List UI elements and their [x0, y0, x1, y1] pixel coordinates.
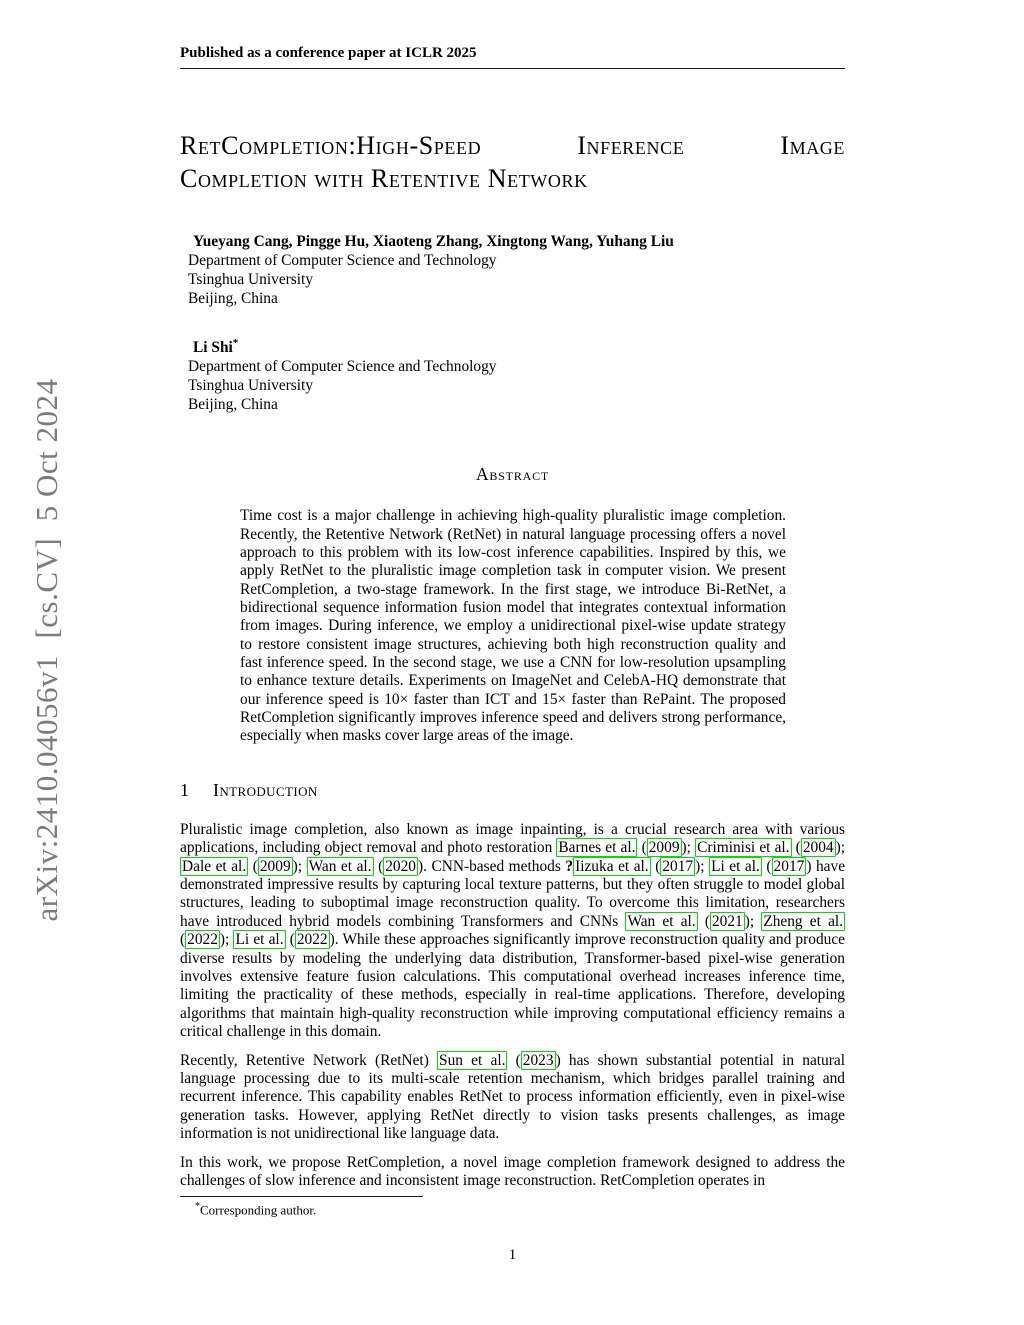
author-affiliation-city: Beijing, China: [188, 396, 278, 414]
footnote-corresponding-author: [180, 1201, 845, 1218]
author-names-text: Li Shi: [193, 339, 233, 357]
citation-link[interactable]: Iizuka et al.: [575, 857, 649, 875]
citation-link[interactable]: Wan et al.: [308, 857, 372, 875]
unresolved-reference-mark: ?: [565, 857, 574, 875]
section-heading-introduction: [180, 780, 845, 801]
footnote-text: Corresponding author.: [200, 1202, 317, 1218]
arxiv-watermark: arXiv:2410.04056v1 [cs.CV] 5 Oct 2024: [29, 378, 64, 922]
author-affiliation-university: Tsinghua University: [188, 271, 314, 289]
citation-link[interactable]: 2023: [522, 1051, 554, 1069]
author-affiliation-department: Department of Computer Science and Technology: [188, 358, 497, 376]
author-names: [188, 334, 845, 357]
citation-link[interactable]: Dale et al.: [182, 857, 247, 875]
page-number: 1: [508, 1246, 517, 1263]
author-block-1: [188, 228, 845, 308]
citation-link[interactable]: Sun et al.: [439, 1051, 506, 1069]
abstract-section: [180, 464, 845, 745]
author-block-2: [188, 334, 845, 414]
author-names-text: Yueyang Cang, Pingge Hu, Xiaoteng Zhang, Xingtong Wang, Yuhang Liu: [193, 233, 674, 251]
paper-title: [180, 129, 845, 195]
author-affiliation-department: Department of Computer Science and Technology: [188, 252, 497, 270]
citation-link[interactable]: Li et al.: [711, 857, 760, 875]
footnote-marker: *: [195, 1201, 200, 1213]
author-affiliation-city: Beijing, China: [188, 290, 278, 308]
running-header: [180, 45, 845, 69]
author-names: [188, 228, 845, 251]
author-affiliation-university: Tsinghua University: [188, 377, 314, 395]
citation-link[interactable]: Criminisi et al.: [697, 839, 790, 857]
citation-link[interactable]: Li et al.: [235, 931, 284, 949]
section-number: 1: [180, 779, 190, 800]
paper-title-line-1: RetCompletion:High-Speed Inference Image: [180, 131, 845, 160]
citation-link[interactable]: 2022: [187, 931, 218, 949]
citation-link[interactable]: 2022: [296, 931, 328, 949]
section-title: Introduction: [213, 779, 318, 800]
citation-link[interactable]: 2017: [662, 857, 694, 875]
citation-link[interactable]: 2004: [802, 839, 834, 857]
citation-link[interactable]: Barnes et al.: [558, 839, 636, 857]
corresponding-author-mark: *: [232, 337, 239, 350]
paper-content: [180, 0, 845, 1264]
citation-link[interactable]: Wan et al.: [627, 912, 696, 930]
citation-link[interactable]: Zheng et al.: [763, 912, 844, 930]
footnote-rule: [180, 1196, 423, 1197]
citation-link[interactable]: 2009: [648, 839, 680, 857]
abstract-text: Time cost is a major challenge in achieving high-quality pluralistic image completion. Recently, the Retentive Network (RetNet) in natural language processing offers a novel approach to this problem with its low-cost inference capabilities. Inspired by this, we apply RetNet to the pluralistic image completion task in computer vision. We present RetCompletion, a two-stage framework. In the first stage, we introduce Bi-RetNet, a bidirectional sequence information fusion model that integrates contextual information from images. During inference, we employ a unidirectional pixel-wise update strategy to restore consistent image structures, achieving both high reconstruction quality and fast inference speed. In the second stage, we use a CNN for low-resolution upsampling to enhance texture details. Experiments on ImageNet and CelebA-HQ demonstrate that our inference speed is 10× faster than ICT and 15× faster than RePaint. The proposed RetCompletion significantly improves inference speed and delivers strong performance, especially when masks cover large areas of the image.: [240, 507, 786, 745]
paper-title-line-2: Completion with Retentive Network: [180, 164, 588, 193]
citation-link[interactable]: 2021: [711, 912, 743, 930]
author-blocks: [180, 228, 845, 414]
abstract-heading: Abstract: [475, 464, 550, 485]
citation-link[interactable]: 2009: [259, 857, 291, 875]
running-header-text: Published as a conference paper at ICLR 2025: [180, 45, 477, 61]
intro-paragraph-1: Pluralistic image completion, also known as image inpainting, is a crucial research area with various applications, including object removal and photo restoration Barnes et al. ( 2009 ); Criminisi et al. ( 2004 ); Dale et al. ( 2009 ); Wan et al. ( 2020 ). CNN-based methods ? Iizuka et al. ( 2017 ); Li et al. ( 2017 ) have demonstrated impressive results by capturing local texture patterns, but they often struggle to model global structures, leading to suboptimal image reconstruction quality. To overcome this limitation, researchers have introduced hybrid models combining Transformers and CNNs Wan et al. ( 2021 ); Zheng et al. ( 2022 ); Li et al. ( 2022 ). While these approaches significantly improve reconstruction quality and produce diverse results by modeling the underlying data distribution, Transformer-based pixel-wise generation involves extensive feature fusion calculations. This computational overhead increases inference time, limiting the practicality of these methods, especially in real-time applications. Therefore, developing algorithms that maintain high-quality reconstruction while improving computational efficiency remains a critical challenge in this domain.: [180, 820, 846, 1041]
citation-link[interactable]: 2017: [773, 857, 805, 875]
intro-paragraph-3: In this work, we propose RetCompletion, a novel image completion framework designed to address the challenges of slow inference and inconsistent image reconstruction. RetCompletion operates in: [180, 1153, 845, 1190]
intro-paragraph-2: Recently, Retentive Network (RetNet) Sun et al. ( 2023 ) has shown substantial potential in natural language processing due to its multi-scale retention mechanism, which bridges parallel training and recurrent inference. This capability enables RetNet to process information efficiently, even in pixel-wise generation tasks. However, applying RetNet directly to vision tasks presents challenges, as image information is not unidirectional like language data.: [180, 1051, 845, 1143]
citation-link[interactable]: 2020: [385, 857, 416, 875]
